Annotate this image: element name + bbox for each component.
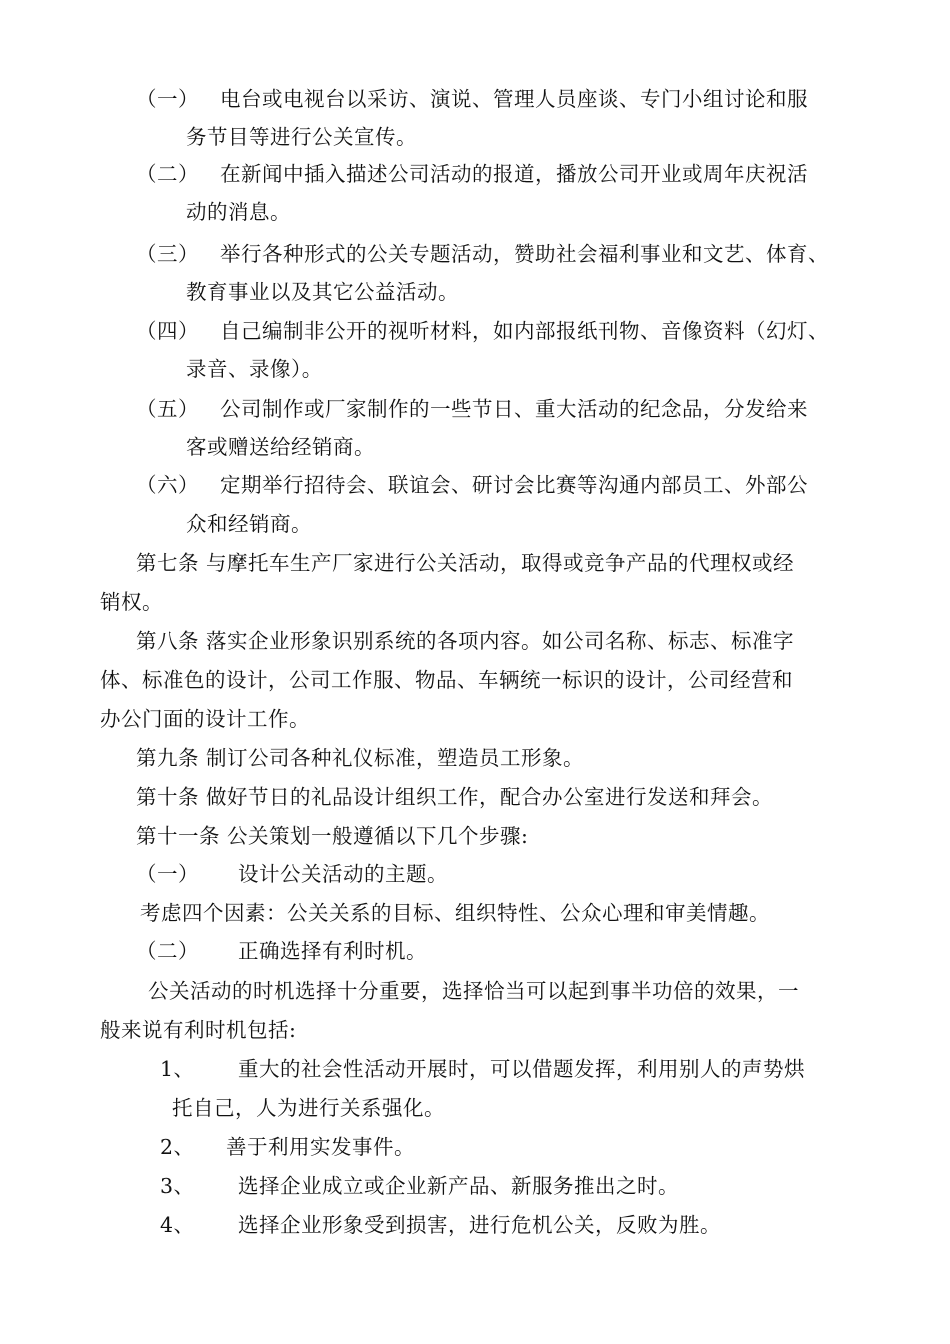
list-number: 3、: [160, 1174, 195, 1198]
item-text: 举行各种形式的公关专题活动，赞助社会福利事业和文艺、体育、: [220, 242, 829, 266]
item-continuation: 录音、录像）。: [186, 357, 323, 381]
item-label: （五）: [136, 397, 199, 421]
article-7: 第七条 与摩托车生产厂家进行公关活动，取得或竞争产品的代理权或经: [136, 551, 795, 575]
step-line: [136, 861, 448, 887]
article-7-continuation: 销权。: [100, 590, 163, 614]
article-8-continuation: 体、标准色的设计，公司工作服、物品、车辆统一标识的设计，公司经营和: [100, 668, 793, 692]
list-continuation: 托自己，人为进行关系强化。: [172, 1096, 445, 1120]
article-8: 第八条 落实企业形象识别系统的各项内容。如公司名称、标志、标准字: [136, 629, 795, 653]
item-label: （六）: [136, 473, 199, 497]
item-line: [136, 318, 829, 344]
list-number: 4、: [160, 1213, 195, 1237]
article-11: 第十一条 公关策划一般遵循以下几个步骤:: [136, 824, 529, 848]
item-continuation: 务节目等进行公关宣传。: [186, 125, 417, 149]
list-number: 2、: [160, 1135, 195, 1159]
list-text: 善于利用实发事件。: [226, 1135, 415, 1159]
item-line: [136, 472, 808, 498]
item-text: 公司制作或厂家制作的一些节日、重大活动的纪念品，分发给来: [220, 397, 808, 421]
list-item: [160, 1134, 415, 1160]
list-item: [160, 1212, 721, 1238]
step-text: 正确选择有利时机。: [238, 939, 427, 963]
list-text: 选择企业形象受到损害，进行危机公关，反败为胜。: [238, 1213, 721, 1237]
step-label: （二）: [136, 939, 199, 963]
item-label: （三）: [136, 242, 199, 266]
list-item: [160, 1056, 805, 1082]
list-item: [160, 1173, 679, 1199]
item-label: （二）: [136, 162, 199, 186]
item-continuation: 教育事业以及其它公益活动。: [186, 280, 459, 304]
item-label: （四）: [136, 319, 199, 343]
item-text: 自己编制非公开的视听材料，如内部报纸刊物、音像资料（幻灯、: [220, 319, 829, 343]
item-label: （一）: [136, 87, 199, 111]
article-9: 第九条 制订公司各种礼仪标准，塑造员工形象。: [136, 746, 585, 770]
item-continuation: 客或赠送给经销商。: [186, 435, 375, 459]
article-10: 第十条 做好节日的礼品设计组织工作，配合办公室进行发送和拜会。: [136, 785, 774, 809]
item-continuation: 动的消息。: [186, 200, 291, 224]
step-text: 设计公关活动的主题。: [238, 862, 448, 886]
article-8-continuation: 办公门面的设计工作。: [100, 707, 310, 731]
step-label: （一）: [136, 862, 199, 886]
item-text: 电台或电视台以采访、演说、管理人员座谈、专门小组讨论和服: [220, 87, 808, 111]
list-text: 选择企业成立或企业新产品、新服务推出之时。: [238, 1174, 679, 1198]
item-line: [136, 396, 808, 422]
timing-continuation: 般来说有利时机包括:: [100, 1018, 297, 1042]
list-text: 重大的社会性活动开展时，可以借题发挥，利用别人的声势烘: [238, 1057, 805, 1081]
list-number: 1、: [160, 1057, 195, 1081]
item-text: 定期举行招待会、联谊会、研讨会比赛等沟通内部员工、外部公: [220, 473, 808, 497]
step-line: [136, 938, 427, 964]
item-continuation: 众和经销商。: [186, 512, 312, 536]
item-text: 在新闻中插入描述公司活动的报道，播放公司开业或周年庆祝活: [220, 162, 808, 186]
item-line: [136, 161, 808, 187]
item-line: [136, 86, 808, 112]
item-line: [136, 241, 829, 267]
step-note: 考虑四个因素：公关关系的目标、组织特性、公众心理和审美情趣。: [140, 901, 770, 925]
timing-paragraph: 公关活动的时机选择十分重要，选择恰当可以起到事半功倍的效果，一: [148, 979, 799, 1003]
